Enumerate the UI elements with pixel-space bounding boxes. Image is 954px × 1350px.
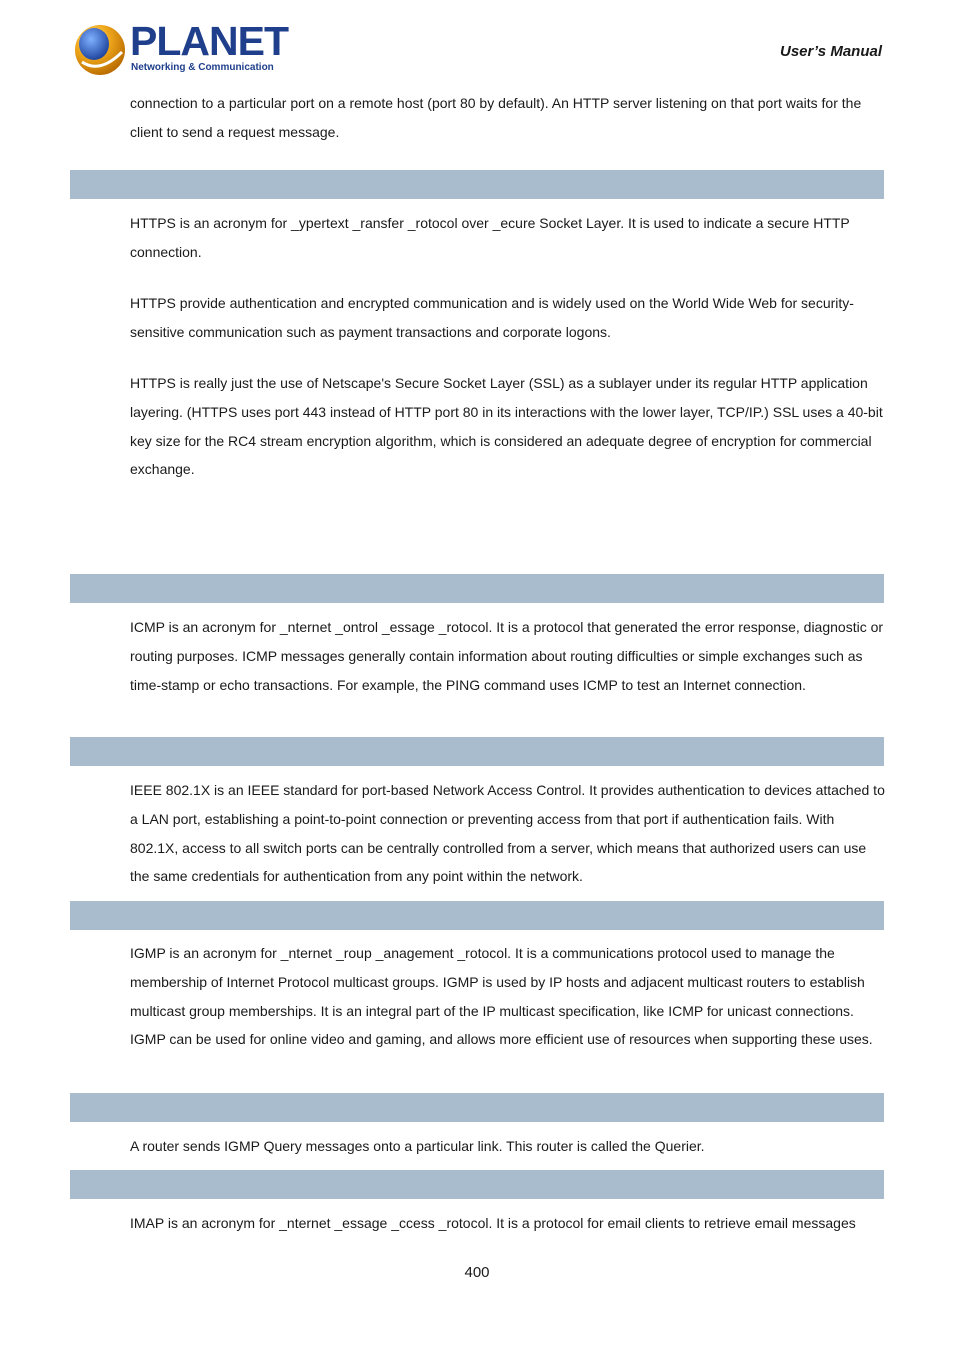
brand-tagline: Networking & Communication — [131, 62, 274, 73]
paragraph-https-3: HTTPS is really just the use of Netscape's Secure Socket Layer (SSL) as a sublayer under its regular HTTP application layering. (HTTPS uses port 443 instead of HTTP port 80 in its interactions with the lower layer, TCP/IP.) SSL uses a 40-bit key size for the RC4 stream encryption algorithm, which is considered an adequate degree of encryption for commercial exchange. — [130, 375, 883, 478]
brand-name: PLANET — [130, 18, 288, 64]
paragraph-https-1: HTTPS is an acronym for _ypertext _ransfer _rotocol over _ecure Socket Layer. It is used to indicate a secure HTTP connection. — [130, 215, 850, 260]
paragraph-icmp: ICMP is an acronym for _nternet _ontrol _essage _rotocol. It is a protocol that generated the error response, diagnostic or routing purposes. ICMP messages generally contain information about routing difficulties or simple exchanges such as time-stamp or echo transactions. For example, the PING command uses ICMP to test an Internet connection. — [130, 619, 884, 693]
paragraph-ieee8021x: IEEE 802.1X is an IEEE standard for port-based Network Access Control. It provides authentication to devices attached to a LAN port, establishing a point-to-point connection or preventing access from that port if authentication fails. With 802.1X, access to all switch ports can be centrally controlled from a server, which means that authorized users can use the same credentials for authentication from any point within the network. — [130, 782, 885, 885]
paragraph-igmp: IGMP is an acronym for _nternet _roup _anagement _rotocol. It is a communications protocol used to manage the membership of Internet Protocol multicast groups. IGMP is used by IP hosts and adjacent multicast routers to establish multicast group memberships. It is an integral part of the IP multicast specification, like ICMP for unicast connections. IGMP can be used for online video and gaming, and allows more efficient use of resources when supporting these uses. — [130, 945, 873, 1048]
paragraph-imap: IMAP is an acronym for _nternet _essage _ccess _rotocol. It is a protocol for email clients to retrieve email messages — [130, 1215, 856, 1231]
section-bar-igmp — [70, 901, 884, 930]
section-bar-ieee8021x — [70, 737, 884, 766]
section-bar-https — [70, 170, 884, 199]
section-bar-icmp — [70, 574, 884, 603]
globe-icon — [72, 22, 128, 78]
section-bar-imap — [70, 1170, 884, 1199]
section-bar-igmp-querier — [70, 1093, 884, 1122]
planet-logo — [72, 18, 288, 78]
page-number: 400 — [464, 1264, 490, 1281]
manual-title: User’s Manual — [780, 43, 882, 60]
paragraph-https-2: HTTPS provide authentication and encrypted communication and is widely used on the World Wide Web for security-sensitive communication such as payment transactions and corporate logons. — [130, 295, 854, 340]
paragraph-http-cont: connection to a particular port on a remote host (port 80 by default). An HTTP server listening on that port waits for the client to send a request message. — [130, 95, 862, 140]
paragraph-igmp-querier: A router sends IGMP Query messages onto a particular link. This router is called the Querier. — [130, 1138, 705, 1154]
